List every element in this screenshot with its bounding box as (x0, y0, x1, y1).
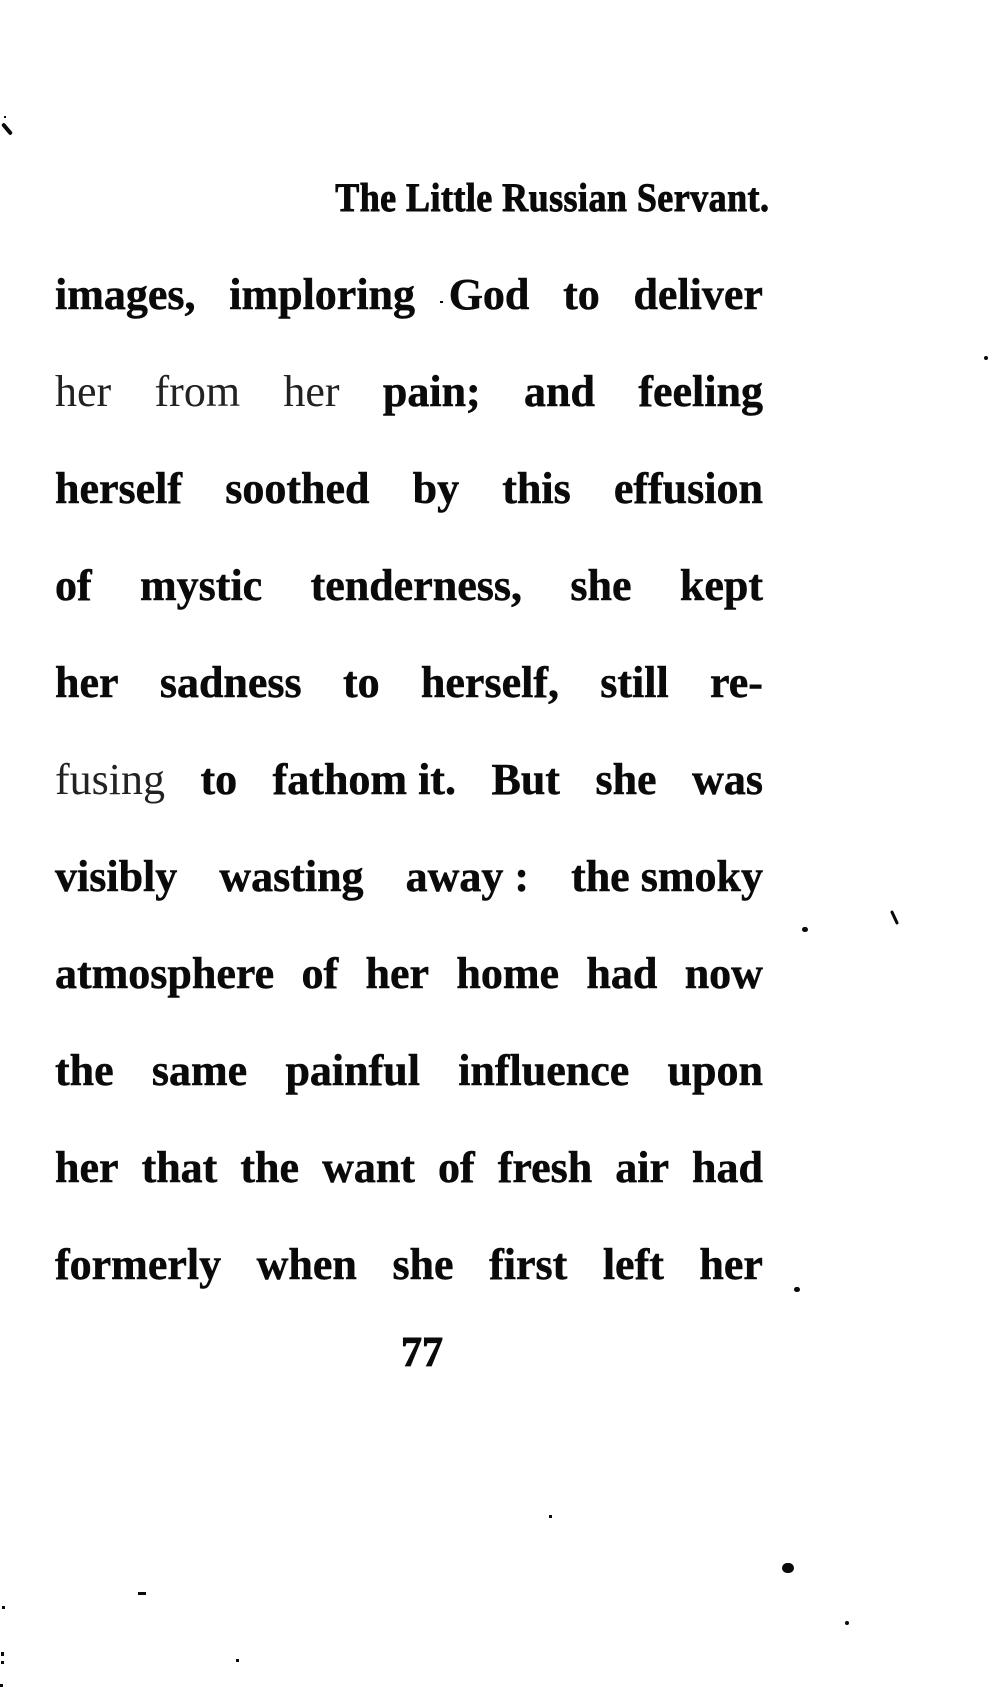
word: sadness (159, 658, 302, 707)
scan-speck (2, 1606, 5, 1609)
scan-speck (138, 1592, 146, 1595)
word: to (563, 270, 600, 319)
word: had (586, 949, 658, 998)
text-line (55, 440, 763, 537)
word: had (692, 1143, 763, 1192)
scan-speck (549, 1515, 552, 1518)
word: she (595, 755, 657, 804)
text-line (55, 537, 763, 634)
word: of (301, 949, 339, 998)
word: soothed (225, 464, 370, 513)
word: kept (679, 561, 763, 610)
text-line (55, 1022, 763, 1119)
word: re- (710, 658, 763, 707)
word: herself, (420, 658, 559, 707)
word: this (502, 464, 571, 513)
word: and (524, 367, 595, 416)
word: her (55, 1143, 119, 1192)
word: herself (55, 464, 183, 513)
word: imploring (229, 270, 416, 319)
word: images, (55, 270, 196, 319)
word: home (456, 949, 560, 998)
running-header: The Little Russian Servant. (334, 175, 769, 220)
scan-speck (1, 1661, 4, 1664)
word: her (365, 949, 430, 998)
word: the smoky (571, 852, 763, 901)
word: fathom it. (272, 755, 456, 804)
text-line (55, 343, 763, 440)
scan-speck (440, 301, 443, 303)
word: when (256, 1240, 357, 1289)
word: painful (285, 1046, 420, 1095)
text-line (55, 828, 763, 925)
word: tenderness, (310, 561, 522, 610)
word: wasting (219, 852, 364, 901)
text-line (55, 634, 763, 731)
text-line (55, 246, 763, 343)
word: her (699, 1240, 763, 1289)
word: her (55, 658, 119, 707)
word: away : (405, 852, 530, 901)
scan-speck (1, 1652, 4, 1656)
scan-speck (782, 1563, 794, 1573)
word: left (602, 1240, 664, 1289)
word: first (489, 1240, 568, 1289)
page-body (55, 246, 763, 1313)
word: God (448, 270, 530, 319)
word: pain; (382, 367, 481, 416)
word: the (55, 1046, 114, 1095)
page-number: 77 (401, 1330, 443, 1376)
scan-speck (845, 1621, 849, 1625)
word: the (240, 1143, 300, 1192)
word: of (438, 1143, 475, 1192)
text-line (55, 731, 763, 828)
word: now (684, 949, 763, 998)
word: But (491, 755, 560, 804)
scan-speck (984, 356, 988, 360)
word: effusion (613, 464, 763, 513)
text-line (55, 1216, 763, 1313)
word: same (151, 1046, 248, 1095)
word: mystic (140, 561, 263, 610)
word: air (615, 1143, 669, 1192)
word: her (55, 367, 112, 416)
scan-speck (890, 910, 899, 925)
word: want (322, 1143, 415, 1192)
word: feeling (638, 367, 763, 416)
scan-speck (1, 122, 13, 135)
word: to (200, 755, 238, 804)
word: influence (458, 1046, 630, 1095)
scan-speck (794, 1287, 800, 1292)
word: to (342, 658, 380, 707)
word: from (154, 367, 241, 416)
word: she (392, 1240, 454, 1289)
word: fresh (497, 1143, 593, 1192)
scan-speck (0, 1684, 3, 1687)
word: deliver (633, 270, 763, 319)
word: of (55, 561, 92, 610)
scan-speck (802, 927, 808, 932)
word: was (692, 755, 763, 804)
word: formerly (55, 1240, 222, 1289)
text-line (55, 1119, 763, 1216)
scan-speck (236, 1659, 239, 1662)
word: that (141, 1143, 218, 1192)
word: atmosphere (55, 949, 275, 998)
scan-speck (4, 116, 6, 118)
word: upon (667, 1046, 763, 1095)
word: by (412, 464, 460, 513)
text-line (55, 925, 763, 1022)
word: visibly (55, 852, 178, 901)
word: fusing (55, 755, 165, 804)
word: she (570, 561, 632, 610)
word: her (283, 367, 340, 416)
word: still (600, 658, 669, 707)
